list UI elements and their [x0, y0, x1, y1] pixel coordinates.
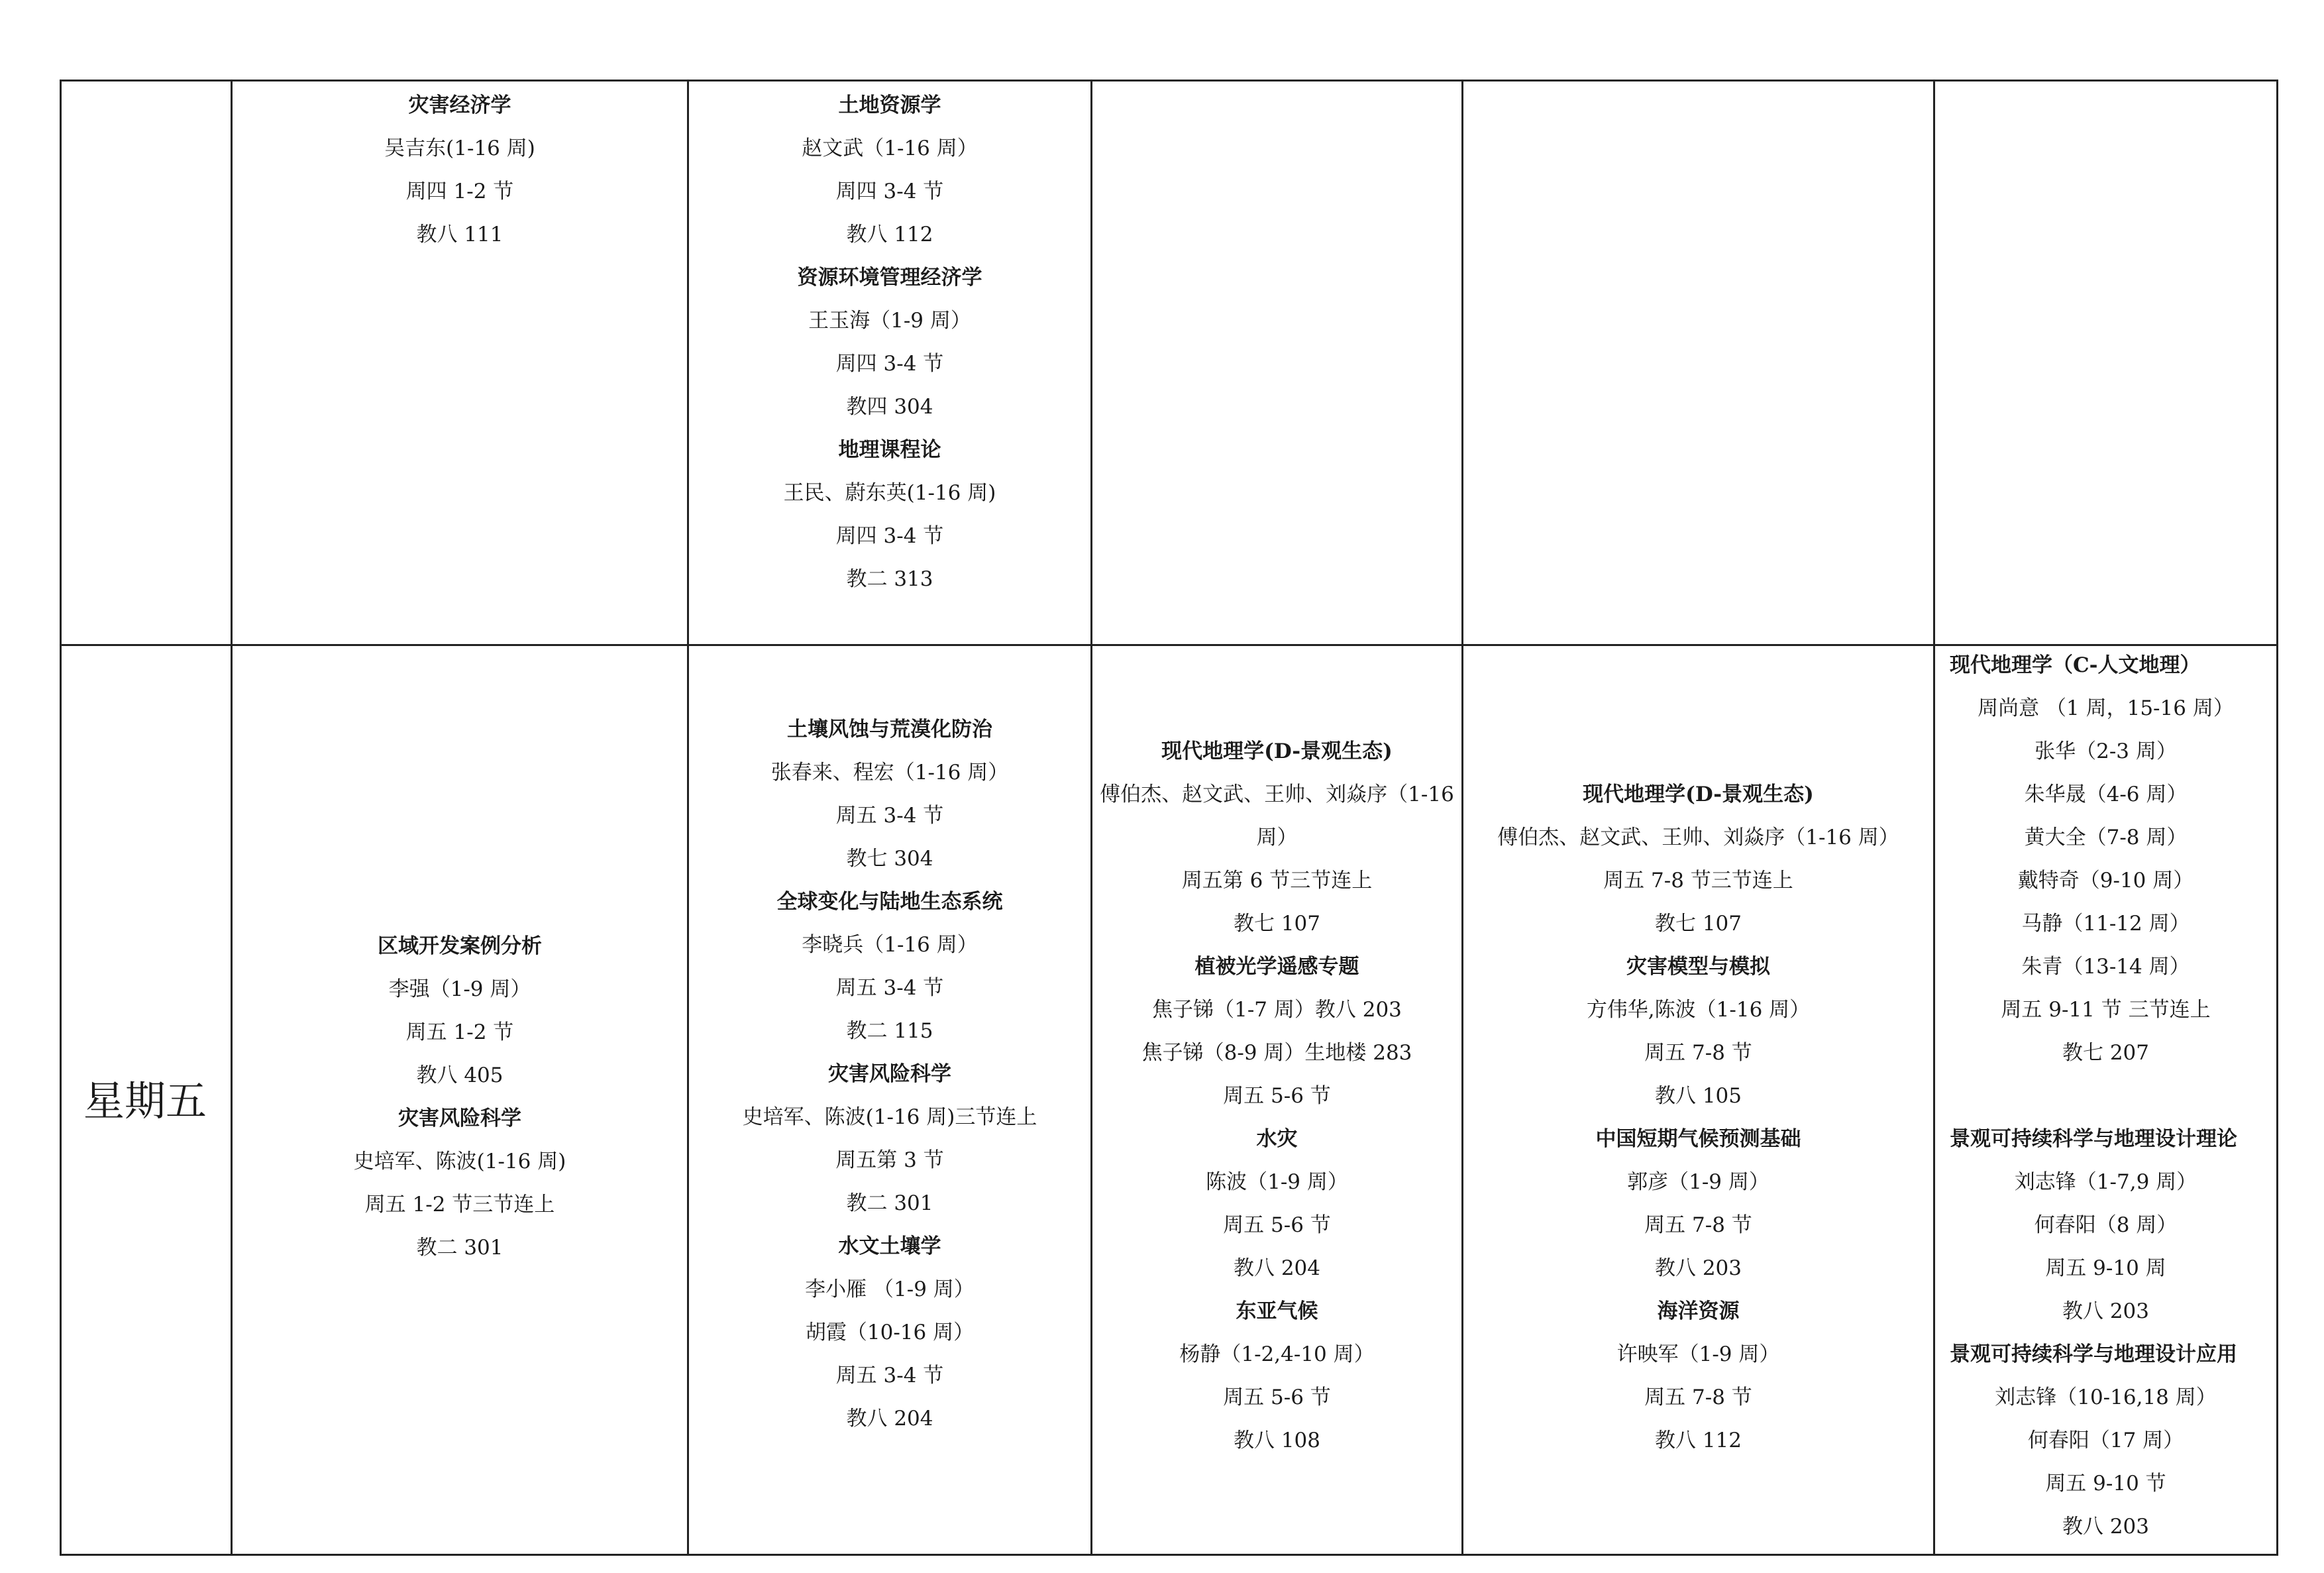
course-detail: 李强（1-9 周） — [388, 977, 531, 1001]
course-detail: 张华（2-3 周） — [2034, 739, 2177, 763]
course-detail: 周五 3-4 节 — [835, 976, 944, 1000]
course-detail: 刘志锋（1-7,9 周） — [2014, 1170, 2197, 1194]
course-title: 景观可持续科学与地理设计理论 — [1950, 1127, 2237, 1151]
course-detail: 周五 5-6 节 — [1223, 1084, 1331, 1108]
course-title: 现代地理学（C-人文地理） — [1950, 653, 2201, 677]
course-detail: 焦子锑（8-9 周）生地楼 283 — [1141, 1041, 1412, 1065]
course-detail: 焦子锑（1-7 周）教八 203 — [1152, 998, 1402, 1022]
course-detail: 周四 3-4 节 — [835, 180, 944, 203]
course-detail: 教八 405 — [416, 1063, 503, 1087]
course-cell — [1463, 644, 1933, 1554]
course-detail: 教七 107 — [1654, 912, 1742, 936]
course-detail: 陈波（1-9 周） — [1206, 1170, 1348, 1194]
course-detail: 周五 9-11 节 三节连上 — [2001, 998, 2211, 1022]
course-detail: 王玉海（1-9 周） — [808, 309, 971, 333]
course-title: 土地资源学 — [838, 93, 941, 117]
course-detail: 教八 105 — [1654, 1084, 1742, 1108]
course-detail: 李晓兵（1-16 周） — [802, 933, 978, 957]
course-title: 地理课程论 — [838, 438, 941, 462]
course-detail: 教二 301 — [846, 1191, 933, 1215]
course-detail: 赵文武（1-16 周） — [802, 136, 978, 160]
course-detail: 教八 203 — [2062, 1515, 2150, 1539]
course-cell — [233, 80, 687, 644]
course-detail: 教七 107 — [1233, 912, 1321, 936]
course-detail: 许映军（1-9 周） — [1616, 1342, 1780, 1366]
course-detail: 教二 301 — [416, 1236, 503, 1260]
course-detail: 教二 115 — [846, 1019, 933, 1043]
course-detail: 朱青（13-14 周） — [2021, 955, 2190, 979]
course-title: 资源环境管理经济学 — [797, 266, 982, 290]
course-detail: 何春阳（8 周） — [2034, 1213, 2178, 1237]
course-detail: 周五 3-4 节 — [835, 804, 944, 828]
course-detail: 王民、蔚东英(1-16 周) — [783, 481, 996, 505]
course-title: 水文土壤学 — [838, 1234, 941, 1258]
course-detail: 何春阳（17 周） — [2027, 1429, 2184, 1452]
course-cell — [1092, 80, 1461, 644]
course-detail: 周五第 3 节 — [835, 1148, 944, 1172]
day-label: 星期五 — [83, 1076, 207, 1125]
course-detail: 周五 5-6 节 — [1223, 1385, 1331, 1409]
course-cell — [689, 644, 1090, 1554]
course-detail: 教八 112 — [846, 223, 933, 246]
course-detail: 周五 7-8 节 — [1644, 1385, 1752, 1409]
course-detail: 周五 1-2 节 — [405, 1020, 514, 1044]
course-detail: 教七 207 — [2062, 1041, 2150, 1065]
day-label-cell — [60, 644, 231, 1554]
course-title: 现代地理学(D-景观生态) — [1583, 783, 1814, 806]
course-title: 景观可持续科学与地理设计应用 — [1950, 1342, 2237, 1366]
course-detail: 周五 7-8 节 — [1644, 1213, 1752, 1237]
course-detail: 教二 313 — [846, 567, 933, 591]
course-detail: 戴特奇（9-10 周） — [2017, 869, 2194, 893]
course-cell — [689, 80, 1090, 644]
course-detail: 张春来、程宏（1-16 周） — [770, 761, 1009, 785]
course-detail: 史培军、陈波(1-16 周)三节连上 — [742, 1105, 1037, 1129]
course-detail: 马静（11-12 周） — [2021, 912, 2190, 936]
course-cell — [233, 644, 687, 1554]
course-detail: 刘志锋（10-16,18 周） — [1995, 1385, 2217, 1409]
course-title: 灾害风险科学 — [398, 1107, 521, 1130]
course-detail: 教八 203 — [1654, 1256, 1742, 1280]
course-detail: 周五 9-10 周 — [2045, 1256, 2166, 1280]
table-row-border — [60, 1554, 2278, 1556]
course-detail: 杨静（1-2,4-10 周） — [1179, 1342, 1375, 1366]
course-detail: 教八 112 — [1654, 1429, 1742, 1452]
course-title: 海洋资源 — [1657, 1299, 1740, 1323]
course-detail: 朱华晟（4-6 周） — [2024, 783, 2188, 806]
course-title: 灾害模型与模拟 — [1626, 955, 1770, 979]
course-detail: 教八 204 — [1233, 1256, 1321, 1280]
course-title: 水灾 — [1256, 1127, 1298, 1151]
course-detail: 周尚意 （1 周，15-16 周） — [1978, 696, 2234, 720]
course-detail: 教八 108 — [1233, 1429, 1321, 1452]
course-title: 全球变化与陆地生态系统 — [776, 890, 1003, 914]
course-title: 中国短期气候预测基础 — [1595, 1127, 1801, 1151]
course-title: 灾害风险科学 — [828, 1062, 951, 1086]
course-detail: 郭彦（1-9 周） — [1627, 1170, 1769, 1194]
course-detail: 教八 203 — [2062, 1299, 2150, 1323]
course-detail: 周五 7-8 节三节连上 — [1603, 869, 1793, 893]
course-detail: 李小雁 （1-9 周） — [805, 1277, 975, 1301]
course-detail: 史培军、陈波(1-16 周) — [353, 1150, 566, 1173]
day-label-cell — [60, 80, 231, 644]
table-column-border — [2276, 80, 2278, 1554]
course-detail: 周五 5-6 节 — [1223, 1213, 1331, 1237]
course-cell — [1935, 80, 2276, 644]
course-title: 土壤风蚀与荒漠化防治 — [787, 718, 992, 741]
course-detail: 吴吉东(1-16 周) — [384, 136, 535, 160]
course-cell — [1935, 644, 2276, 1554]
course-detail: 周五第 6 节三节连上 — [1181, 869, 1373, 893]
course-detail: 教七 304 — [846, 847, 933, 871]
course-cell — [1463, 80, 1933, 644]
course-detail: 周五 3-4 节 — [835, 1364, 944, 1387]
course-detail: 胡霞（10-16 周） — [805, 1321, 975, 1344]
course-cell — [1092, 644, 1461, 1554]
course-detail: 周五 1-2 节三节连上 — [364, 1193, 555, 1217]
course-detail: 周五 7-8 节 — [1644, 1041, 1752, 1065]
course-detail: 傅伯杰、赵文武、王帅、刘焱序（1-16 周） — [1497, 826, 1899, 849]
course-title: 东亚气候 — [1236, 1299, 1318, 1323]
course-detail: 周五 9-10 节 — [2045, 1472, 2166, 1495]
course-detail — [1935, 1075, 2276, 1118]
course-title: 灾害经济学 — [408, 93, 511, 117]
course-detail: 周四 3-4 节 — [835, 524, 944, 548]
course-detail: 方伟华,陈波（1-16 周） — [1586, 998, 1811, 1022]
course-title: 现代地理学(D-景观生态) — [1161, 739, 1393, 763]
course-detail: 黄大全（7-8 周） — [2024, 826, 2188, 849]
course-detail: 教四 304 — [846, 395, 933, 419]
course-detail: 周四 1-2 节 — [405, 180, 514, 203]
course-detail: 傅伯杰、赵文武、王帅、刘焱序（1-16 — [1100, 783, 1454, 806]
course-title: 区域开发案例分析 — [378, 934, 542, 958]
course-detail: 教八 204 — [846, 1407, 933, 1431]
course-detail: 周） — [1256, 826, 1298, 849]
course-detail: 教八 111 — [416, 223, 503, 246]
course-detail: 周四 3-4 节 — [835, 352, 944, 376]
course-title: 植被光学遥感专题 — [1194, 955, 1359, 979]
